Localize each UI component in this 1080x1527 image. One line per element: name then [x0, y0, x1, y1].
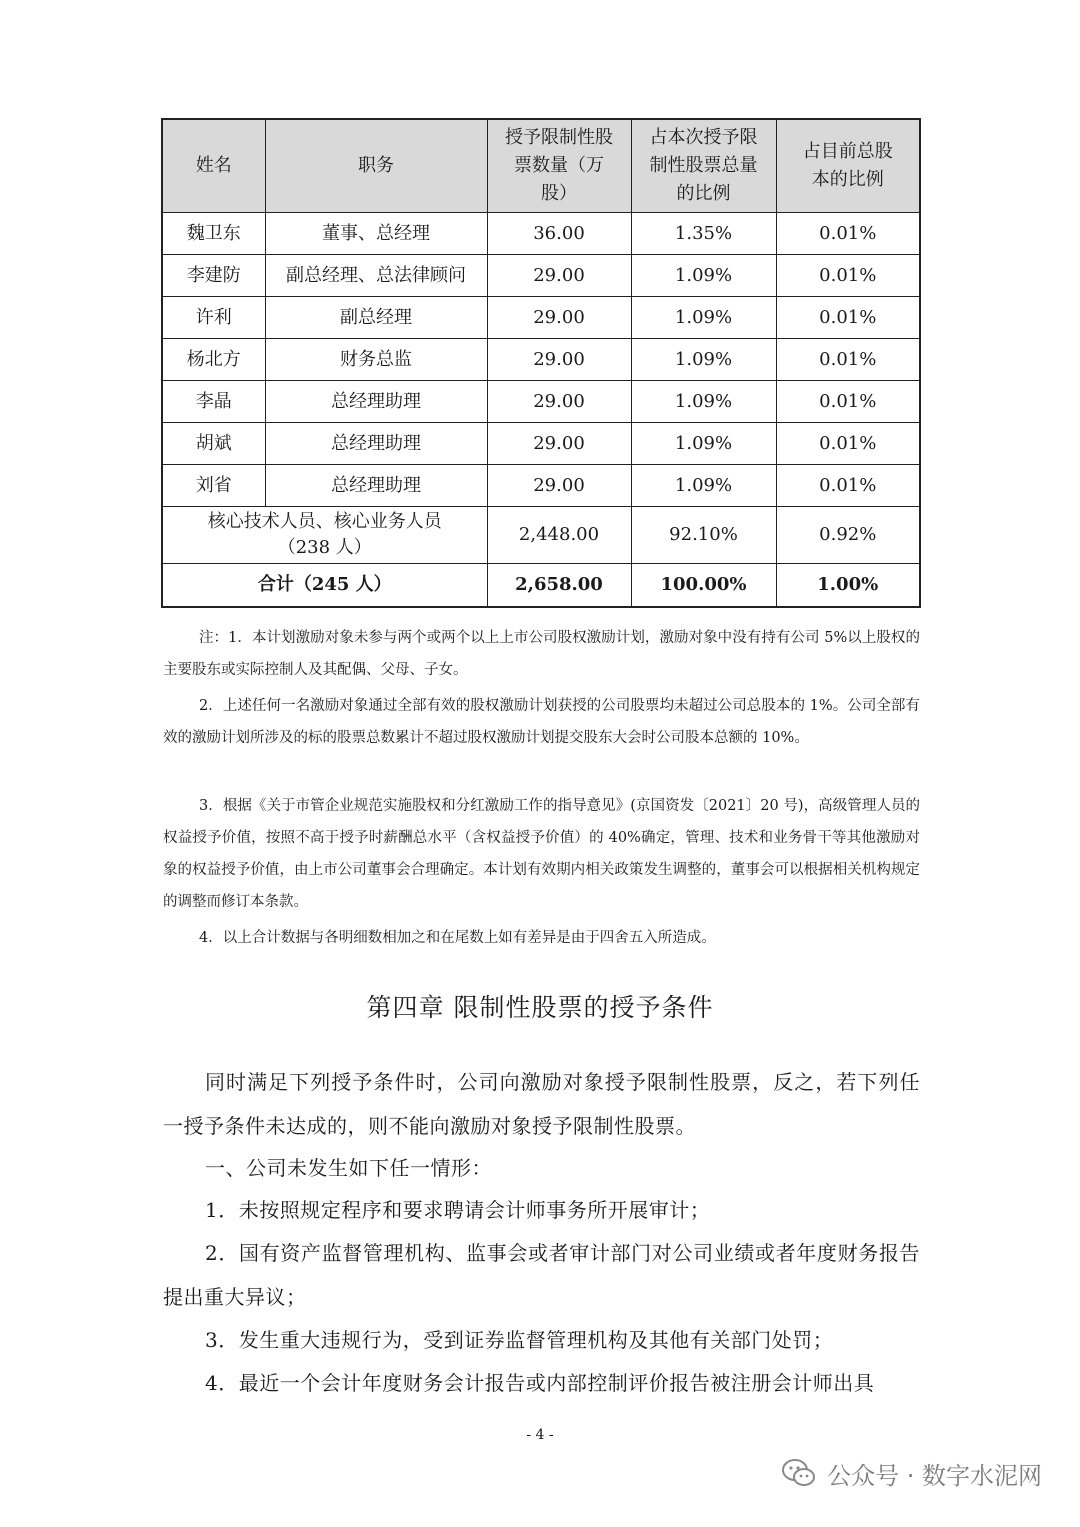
table-row — [162, 339, 920, 381]
cell-name: 刘省 — [162, 465, 265, 507]
core-staff-label-line1: 核心技术人员、核心业务人员 — [207, 511, 442, 532]
body-para-3-wrap — [163, 1188, 920, 1232]
body-para-1-wrap — [163, 1060, 920, 1148]
list-item: 4．最近一个会计年度财务会计报告或内部控制评价报告被注册会计师出具 — [205, 1371, 875, 1395]
cell-total-pct-total: 1.00% — [776, 564, 920, 608]
cell-shares: 2,448.00 — [487, 507, 631, 564]
list-item: 3．发生重大违规行为，受到证券监督管理机构及其他有关部门处罚； — [205, 1328, 834, 1352]
header-pct-total: 占目前总股本的比例 — [776, 119, 920, 213]
watermark — [781, 1453, 1042, 1493]
cell-pct-total: 0.01% — [776, 423, 920, 465]
body-para-2-wrap — [163, 1146, 920, 1190]
table-row — [162, 297, 920, 339]
header-shares: 授予限制性股票数量（万股） — [487, 119, 631, 213]
cell-shares: 29.00 — [487, 339, 631, 381]
cell-shares: 29.00 — [487, 423, 631, 465]
cell-pct-grant: 1.09% — [631, 423, 776, 465]
note-3: 3．根据《关于市管企业规范实施股权和分红激励工作的指导意见》(京国资发〔2021〕20 号)，高级管理人员的权益授予价值，按照不高于授予时薪酬总水平（含权益授予价值）的 40%确定，管理、技术和业务骨干等其他激励对象的权益授予价值，由上市公司董事会合理确定。本计划有效期内相关政策发生调整的，董事会可以根据相关机构规定的调整而修订本条款。 — [163, 798, 920, 910]
note-4: 4．以上合计数据与各明细数相加之和在尾数上如有差异是由于四舍五入所造成。 — [199, 930, 716, 946]
cell-shares: 29.00 — [487, 465, 631, 507]
table-notes-4 — [163, 922, 920, 954]
table-row-total — [162, 564, 920, 608]
body-paragraph: 同时满足下列授予条件时，公司向激励对象授予限制性股票，反之，若下列任一授予条件未达成的，则不能向激励对象授予限制性股票。 — [163, 1070, 920, 1138]
cell-shares: 29.00 — [487, 255, 631, 297]
section-heading: 一、公司未发生如下任一情形： — [205, 1156, 492, 1180]
cell-total-shares: 2,658.00 — [487, 564, 631, 608]
cell-pct-grant: 1.09% — [631, 465, 776, 507]
core-staff-label-line2: （238 人） — [277, 537, 372, 558]
note-1: 注：1．本计划激励对象未参与两个或两个以上上市公司股权激励计划，激励对象中没有持有公司 5%以上股权的主要股东或实际控制人及其配偶、父母、子女。 — [163, 630, 920, 678]
cell-pct-total: 0.01% — [776, 255, 920, 297]
cell-pct-grant: 1.09% — [631, 255, 776, 297]
header-pct-grant: 占本次授予限制性股票总量的比例 — [631, 119, 776, 213]
note-2: 2．上述任何一名激励对象通过全部有效的股权激励计划获授的公司股票均未超过公司总股本的 1%。公司全部有效的激励计划所涉及的标的股票总数累计不超过股权激励计划提交股东大会时公司股本总额的 10%。 — [163, 698, 920, 746]
cell-pct-total: 0.92% — [776, 507, 920, 564]
cell-position: 总经理助理 — [265, 465, 487, 507]
table-row — [162, 381, 920, 423]
allocation-table — [161, 118, 921, 608]
cell-shares: 29.00 — [487, 297, 631, 339]
list-item: 1．未按照规定程序和要求聘请会计师事务所开展审计； — [205, 1198, 711, 1222]
page-number: - 4 - — [526, 1427, 554, 1443]
table-notes-3 — [163, 790, 920, 918]
table-row — [162, 465, 920, 507]
cell-name: 李晶 — [162, 381, 265, 423]
table-notes-2 — [163, 690, 920, 754]
table-row-core-staff — [162, 507, 920, 564]
body-para-4-wrap — [163, 1231, 920, 1319]
cell-position: 财务总监 — [265, 339, 487, 381]
cell-name: 魏卫东 — [162, 213, 265, 255]
cell-pct-grant: 1.35% — [631, 213, 776, 255]
header-position: 职务 — [265, 119, 487, 213]
cell-pct-grant: 92.10% — [631, 507, 776, 564]
cell-position: 副总经理、总法律顾问 — [265, 255, 487, 297]
cell-shares: 29.00 — [487, 381, 631, 423]
list-item: 2．国有资产监督管理机构、监事会或者审计部门对公司业绩或者年度财务报告提出重大异议； — [163, 1241, 920, 1309]
header-name: 姓名 — [162, 119, 265, 213]
cell-pct-total: 0.01% — [776, 339, 920, 381]
cell-total-label: 合计（245 人） — [162, 564, 487, 608]
cell-pct-grant: 1.09% — [631, 297, 776, 339]
table-row — [162, 423, 920, 465]
cell-name: 杨北方 — [162, 339, 265, 381]
wechat-icon — [781, 1458, 817, 1488]
cell-shares: 36.00 — [487, 213, 631, 255]
cell-pct-grant: 1.09% — [631, 381, 776, 423]
cell-position: 总经理助理 — [265, 381, 487, 423]
cell-pct-total: 0.01% — [776, 381, 920, 423]
cell-total-pct-grant: 100.00% — [631, 564, 776, 608]
cell-position: 副总经理 — [265, 297, 487, 339]
cell-pct-total: 0.01% — [776, 297, 920, 339]
cell-name: 李建防 — [162, 255, 265, 297]
cell-pct-total: 0.01% — [776, 213, 920, 255]
table-row — [162, 255, 920, 297]
cell-pct-grant: 1.09% — [631, 339, 776, 381]
cell-position: 总经理助理 — [265, 423, 487, 465]
body-para-6-wrap — [163, 1361, 920, 1405]
watermark-text: 公众号 · 数字水泥网 — [827, 1461, 1042, 1490]
table-notes — [163, 622, 920, 686]
chapter-title: 第四章 限制性股票的授予条件 — [366, 993, 714, 1022]
cell-core-staff-label — [162, 507, 487, 564]
cell-name: 许利 — [162, 297, 265, 339]
cell-name: 胡斌 — [162, 423, 265, 465]
cell-pct-total: 0.01% — [776, 465, 920, 507]
table-row — [162, 213, 920, 255]
cell-position: 董事、总经理 — [265, 213, 487, 255]
table-header-row — [162, 119, 920, 213]
body-para-5-wrap — [163, 1318, 920, 1362]
